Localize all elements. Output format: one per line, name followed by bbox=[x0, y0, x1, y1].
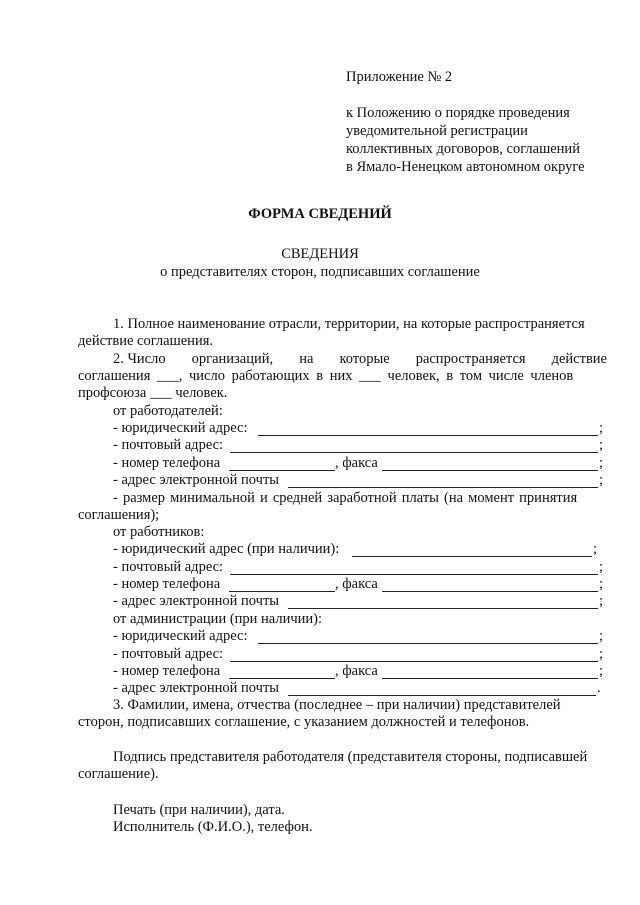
executor-line: Исполнитель (Ф.И.О.), телефон. bbox=[113, 819, 313, 835]
item2-word: действие bbox=[551, 351, 607, 367]
item3-line: 3. Фамилии, имена, отчества (последнее – при наличии) представителей bbox=[113, 697, 561, 713]
appendix-ref-line: к Положению о порядке проведения bbox=[346, 105, 570, 121]
item2-word: организаций, bbox=[191, 351, 274, 367]
employers-phone-field[interactable] bbox=[229, 470, 335, 471]
semicolon: ; bbox=[599, 628, 604, 644]
semicolon: ; bbox=[599, 559, 604, 575]
semicolon: ; bbox=[599, 420, 604, 436]
administration-phone-field[interactable] bbox=[229, 678, 335, 679]
semicolon: ; bbox=[599, 576, 604, 592]
administration-legal-address-label: - юридический адрес: bbox=[113, 628, 248, 644]
item2-line2: соглашения ___, число работающих в них ___ человек, в том числе членов bbox=[78, 368, 574, 384]
signature-line: соглашение). bbox=[78, 766, 159, 782]
item1-line: 1. Полное наименование отрасли, территории, на которые распространяется bbox=[113, 316, 585, 332]
form-title: ФОРМА СВЕДЕНИЙ bbox=[248, 206, 392, 222]
appendix-ref-line: в Ямало-Ненецком автономном округе bbox=[346, 159, 585, 175]
employers-postal-address-field[interactable] bbox=[230, 452, 598, 453]
semicolon: ; bbox=[599, 455, 604, 471]
administration-email-field[interactable] bbox=[288, 695, 596, 696]
employers-salary-line: - размер минимальной и средней заработной платы (на момент принятия bbox=[113, 490, 578, 506]
workers-legal-address-field[interactable] bbox=[352, 556, 592, 557]
workers-postal-address-label: - почтовый адрес: bbox=[113, 559, 224, 575]
semicolon: ; bbox=[599, 646, 604, 662]
workers-postal-address-field[interactable] bbox=[230, 574, 598, 575]
employers-email-field[interactable] bbox=[288, 487, 598, 488]
workers-email-label: - адрес электронной почты bbox=[113, 593, 280, 609]
item2-line3: профсоюза ___ человек. bbox=[78, 385, 228, 401]
employers-fax-label: , факса bbox=[335, 455, 378, 471]
item2-word: на bbox=[299, 351, 314, 367]
administration-legal-address-field[interactable] bbox=[258, 643, 598, 644]
workers-phone-field[interactable] bbox=[229, 591, 335, 592]
employers-heading: от работодателей: bbox=[113, 403, 223, 419]
item2-word: которые bbox=[339, 351, 390, 367]
employers-legal-address-label: - юридический адрес: bbox=[113, 420, 248, 436]
section-subtitle: о представителях сторон, подписавших соглашение bbox=[160, 264, 480, 280]
semicolon: ; bbox=[593, 541, 598, 557]
appendix-ref-line: уведомительной регистрации bbox=[346, 123, 528, 139]
item1-line: действие соглашения. bbox=[78, 333, 213, 349]
workers-fax-label: , факса bbox=[335, 576, 378, 592]
employers-postal-address-label: - почтовый адрес: bbox=[113, 437, 224, 453]
employers-salary-line: соглашения); bbox=[78, 507, 160, 523]
period: . bbox=[597, 680, 601, 696]
appendix-ref-line: коллективных договоров, соглашений bbox=[346, 141, 580, 157]
workers-legal-address-label: - юридический адрес (при наличии): bbox=[113, 541, 340, 557]
semicolon: ; bbox=[599, 663, 604, 679]
item2-word: распространяется bbox=[415, 351, 526, 367]
stamp-line: Печать (при наличии), дата. bbox=[113, 802, 285, 818]
semicolon: ; bbox=[599, 437, 604, 453]
employers-legal-address-field[interactable] bbox=[258, 435, 598, 436]
section-title: СВЕДЕНИЯ bbox=[281, 246, 359, 262]
administration-postal-address-field[interactable] bbox=[230, 661, 598, 662]
workers-heading: от работников: bbox=[113, 524, 205, 540]
employers-email-label: - адрес электронной почты bbox=[113, 472, 280, 488]
item2-word: 2. Число bbox=[113, 351, 166, 367]
employers-fax-field[interactable] bbox=[382, 470, 598, 471]
workers-fax-field[interactable] bbox=[382, 591, 598, 592]
administration-email-label: - адрес электронной почты bbox=[113, 680, 280, 696]
employers-phone-label: - номер телефона bbox=[113, 455, 221, 471]
item2-line1 bbox=[113, 351, 607, 368]
workers-phone-label: - номер телефона bbox=[113, 576, 221, 592]
item3-line: сторон, подписавших соглашение, с указанием должностей и телефонов. bbox=[78, 714, 530, 730]
administration-fax-field[interactable] bbox=[382, 678, 598, 679]
administration-fax-label: , факса bbox=[335, 663, 378, 679]
administration-phone-label: - номер телефона bbox=[113, 663, 221, 679]
signature-line: Подпись представителя работодателя (представителя стороны, подписавшей bbox=[113, 749, 588, 765]
administration-heading: от администрации (при наличии): bbox=[113, 611, 323, 627]
appendix-number: Приложение № 2 bbox=[346, 69, 453, 85]
workers-email-field[interactable] bbox=[288, 608, 598, 609]
administration-postal-address-label: - почтовый адрес: bbox=[113, 646, 224, 662]
semicolon: ; bbox=[599, 593, 604, 609]
semicolon: ; bbox=[599, 472, 604, 488]
